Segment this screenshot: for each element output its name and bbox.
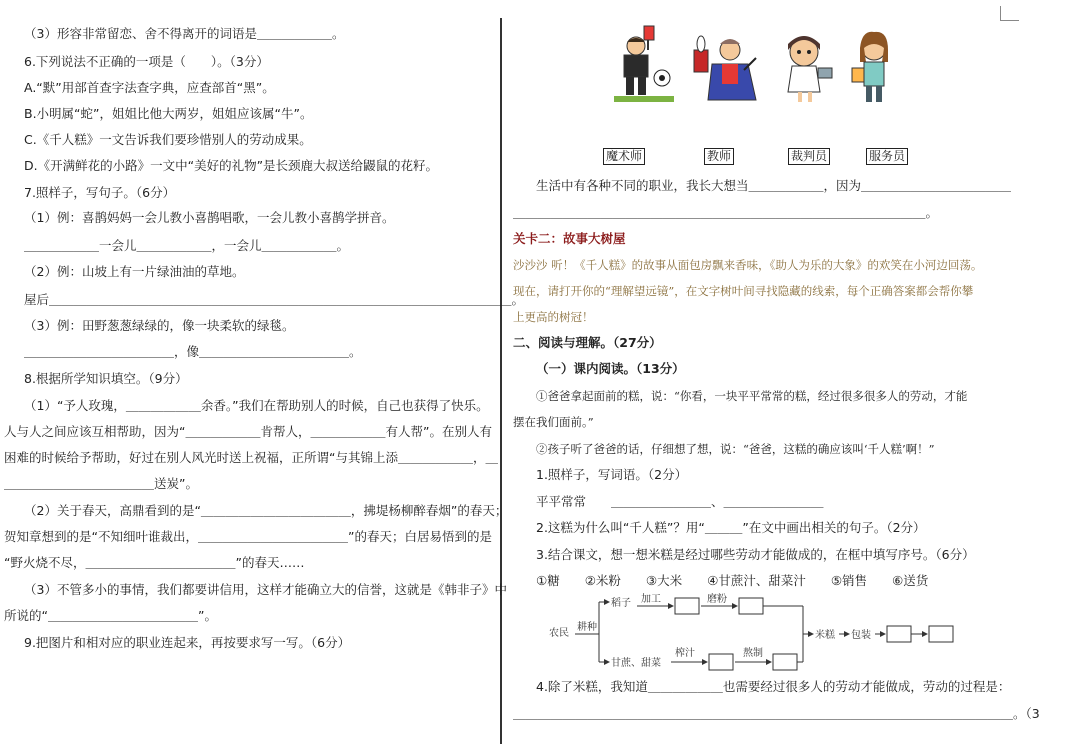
- q6-option-a: A.“默”用部首查字法查字典，应查部首“黑”。: [24, 80, 275, 95]
- reading-q1: 1.照样子，写词语。（2分）: [536, 467, 688, 482]
- level2-title: 关卡二：故事大树屋: [513, 231, 626, 246]
- flow-press-label: 榨汁: [675, 648, 695, 659]
- flow-pack-label: 包装: [851, 630, 871, 641]
- ricecake-flow-diagram: [545, 592, 965, 678]
- q8-2-line2: 贺知章想到的是“不知细叶谁裁出，＿＿＿＿＿＿＿＿＿＿＿＿”的春天；白居易悟到的是: [4, 529, 492, 544]
- reading-q3-options: ①糖 ②米粉 ③大米 ④甘蔗汁、甜菜汁 ⑤销售 ⑥送货: [536, 573, 929, 588]
- intro-line1: 沙沙沙 听！《千人糕》的故事从面包房飘来香味，《助人为乐的大象》的欢笑在小河边回荡。: [513, 258, 983, 272]
- job-label-waiter: 服务员: [866, 148, 908, 165]
- flow-rice-label: 稻子: [611, 598, 631, 609]
- page-corner-mark: [1000, 6, 1019, 21]
- passage-para1-line1: ①爸爸拿起面前的糕，说：“你看，一块平平常常的糕，经过很多很多人的劳动，才能: [536, 389, 968, 403]
- flow-box-4: [773, 654, 797, 670]
- magician-figure: [690, 30, 760, 104]
- flow-process-label: 加工: [641, 594, 661, 605]
- q7-2-blank: 屋后＿＿＿＿＿＿＿＿＿＿＿＿＿＿＿＿＿＿＿＿＿＿＿＿＿＿＿＿＿＿＿＿＿＿＿＿＿。: [24, 292, 525, 307]
- flow-box-5: [887, 626, 911, 642]
- passage-para2: ②孩子听了爸爸的话，仔细想了想，说：“爸爸，这糕的确应该叫‘千人糕’啊！”: [536, 442, 935, 456]
- flow-boil-label: 熬制: [743, 648, 763, 659]
- flow-box-6: [929, 626, 953, 642]
- career-blank-line: ＿＿＿＿＿＿＿＿＿＿＿＿＿＿＿＿＿＿＿＿＿＿＿＿＿＿＿＿＿＿＿＿＿。: [513, 205, 939, 220]
- q7-3-example: （3）例：田野葱葱绿绿的，像一块柔软的绿毯。: [24, 318, 295, 333]
- q6-option-c: C.《千人糕》一文告诉我们要珍惜别人的劳动成果。: [24, 132, 312, 147]
- q8-3-line2: 所说的“＿＿＿＿＿＿＿＿＿＿＿＿”。: [4, 608, 217, 623]
- q8-2-line3: “野火烧不尽，＿＿＿＿＿＿＿＿＿＿＿＿”的春天……: [4, 555, 305, 570]
- q8-1-line4: ＿＿＿＿＿＿＿＿＿＿＿＿送炭”。: [4, 476, 198, 491]
- q8-3-line1: （3）不管多小的事情，我们都要讲信用，这样才能确立大的信誉，这就是《韩非子》中: [24, 582, 507, 597]
- job-label-referee: 裁判员: [788, 148, 830, 165]
- career-sentence: 生活中有各种不同的职业，我长大想当＿＿＿＿＿＿，因为＿＿＿＿＿＿＿＿＿＿＿＿: [536, 178, 1012, 193]
- column-divider: [500, 18, 502, 744]
- q7-title: 7.照样子，写句子。（6分）: [24, 185, 176, 200]
- q6-title: 6.下列说法不正确的一项是（ ）。（3分）: [24, 54, 269, 69]
- job-label-teacher: 教师: [704, 148, 734, 165]
- teacher-figure: [848, 28, 902, 106]
- flow-box-1: [675, 598, 699, 614]
- in-class-reading-title: （一）课内阅读。（13分）: [536, 361, 685, 376]
- q6-option-d: D.《开满鲜花的小路》一文中“美好的礼物”是长颈鹿大叔送给鼹鼠的花籽。: [24, 158, 439, 173]
- referee-figure: [612, 24, 688, 104]
- section2-title: 二、阅读与理解。（27分）: [513, 335, 662, 350]
- flow-plant-label: 耕种: [577, 622, 597, 633]
- reading-q3: 3.结合课文，想一想米糕是经过哪些劳动才能做成的，在框中填写序号。（6分）: [536, 547, 975, 562]
- q8-1-line2: 人与人之间应该互相帮助，因为“＿＿＿＿＿＿肯帮人，＿＿＿＿＿＿有人帮”。在别人有: [4, 424, 492, 439]
- reading-q1-blank: 平平常常 ＿＿＿＿＿＿＿＿、＿＿＿＿＿＿＿＿: [536, 494, 824, 509]
- flow-grind-label: 磨粉: [707, 594, 727, 605]
- reading-q4-blank: ＿＿＿＿＿＿＿＿＿＿＿＿＿＿＿＿＿＿＿＿＿＿＿＿＿＿＿＿＿＿＿＿＿＿＿＿＿＿＿＿。（3: [513, 706, 1040, 721]
- q7-2-example: （2）例：山坡上有一片绿油油的草地。: [24, 264, 245, 279]
- q8-1-line3: 困难的时候给予帮助，好过在别人风光时送上祝福，正所谓“与其锦上添＿＿＿＿＿＿，＿: [4, 450, 498, 465]
- flow-box-2: [739, 598, 763, 614]
- q7-1-example: （1）例：喜鹊妈妈一会儿教小喜鹊唱歌，一会儿教小喜鹊学拼音。: [24, 210, 395, 225]
- q8-1-line1: （1）“予人玫瑰，＿＿＿＿＿＿余香。”我们在帮助别人的时候，自己也获得了快乐。: [24, 398, 489, 413]
- flow-box-3: [709, 654, 733, 670]
- q6-option-b: B.小明属“蛇”，姐姐比他大两岁，姐姐应该属“牛”。: [24, 106, 313, 121]
- flow-ricecake-label: 米糕: [815, 630, 835, 641]
- flow-farmer-label: 农民: [549, 628, 569, 639]
- q8-title: 8.根据所学知识填空。（9分）: [24, 371, 188, 386]
- q7-3-blank: ＿＿＿＿＿＿＿＿＿＿＿＿，像＿＿＿＿＿＿＿＿＿＿＿＿。: [24, 344, 362, 359]
- intro-line2: 现在，请打开你的“理解望远镜”，在文字树叶间寻找隐藏的线索，每个正确答案都会帮你攀: [513, 284, 974, 298]
- q8-2-line1: （2）关于春天，高鼎看到的是“＿＿＿＿＿＿＿＿＿＿＿＿，拂堤杨柳醉春烟”的春天；: [24, 503, 508, 518]
- flow-sugar-crops-label: 甘蔗、甜菜: [611, 658, 661, 669]
- reading-q2: 2.这糕为什么叫“千人糕”？用“＿＿＿”在文中画出相关的句子。（2分）: [536, 520, 926, 535]
- passage-para1-line2: 摆在我们面前。”: [513, 415, 594, 429]
- waitress-figure: [778, 30, 838, 104]
- q9-title: 9.把图片和相对应的职业连起来，再按要求写一写。（6分）: [24, 635, 351, 650]
- job-label-magician: 魔术师: [603, 148, 645, 165]
- intro-line3: 上更高的树冠！: [513, 310, 594, 324]
- reading-q4: 4.除了米糕，我知道＿＿＿＿＿＿也需要经过很多人的劳动才能做成，劳动的过程是：: [536, 679, 1011, 694]
- q7-1-blank: ＿＿＿＿＿＿一会儿＿＿＿＿＿＿，一会儿＿＿＿＿＿＿。: [24, 238, 350, 253]
- q5-3-line: （3）形容非常留恋、舍不得离开的词语是＿＿＿＿＿＿。: [24, 26, 345, 41]
